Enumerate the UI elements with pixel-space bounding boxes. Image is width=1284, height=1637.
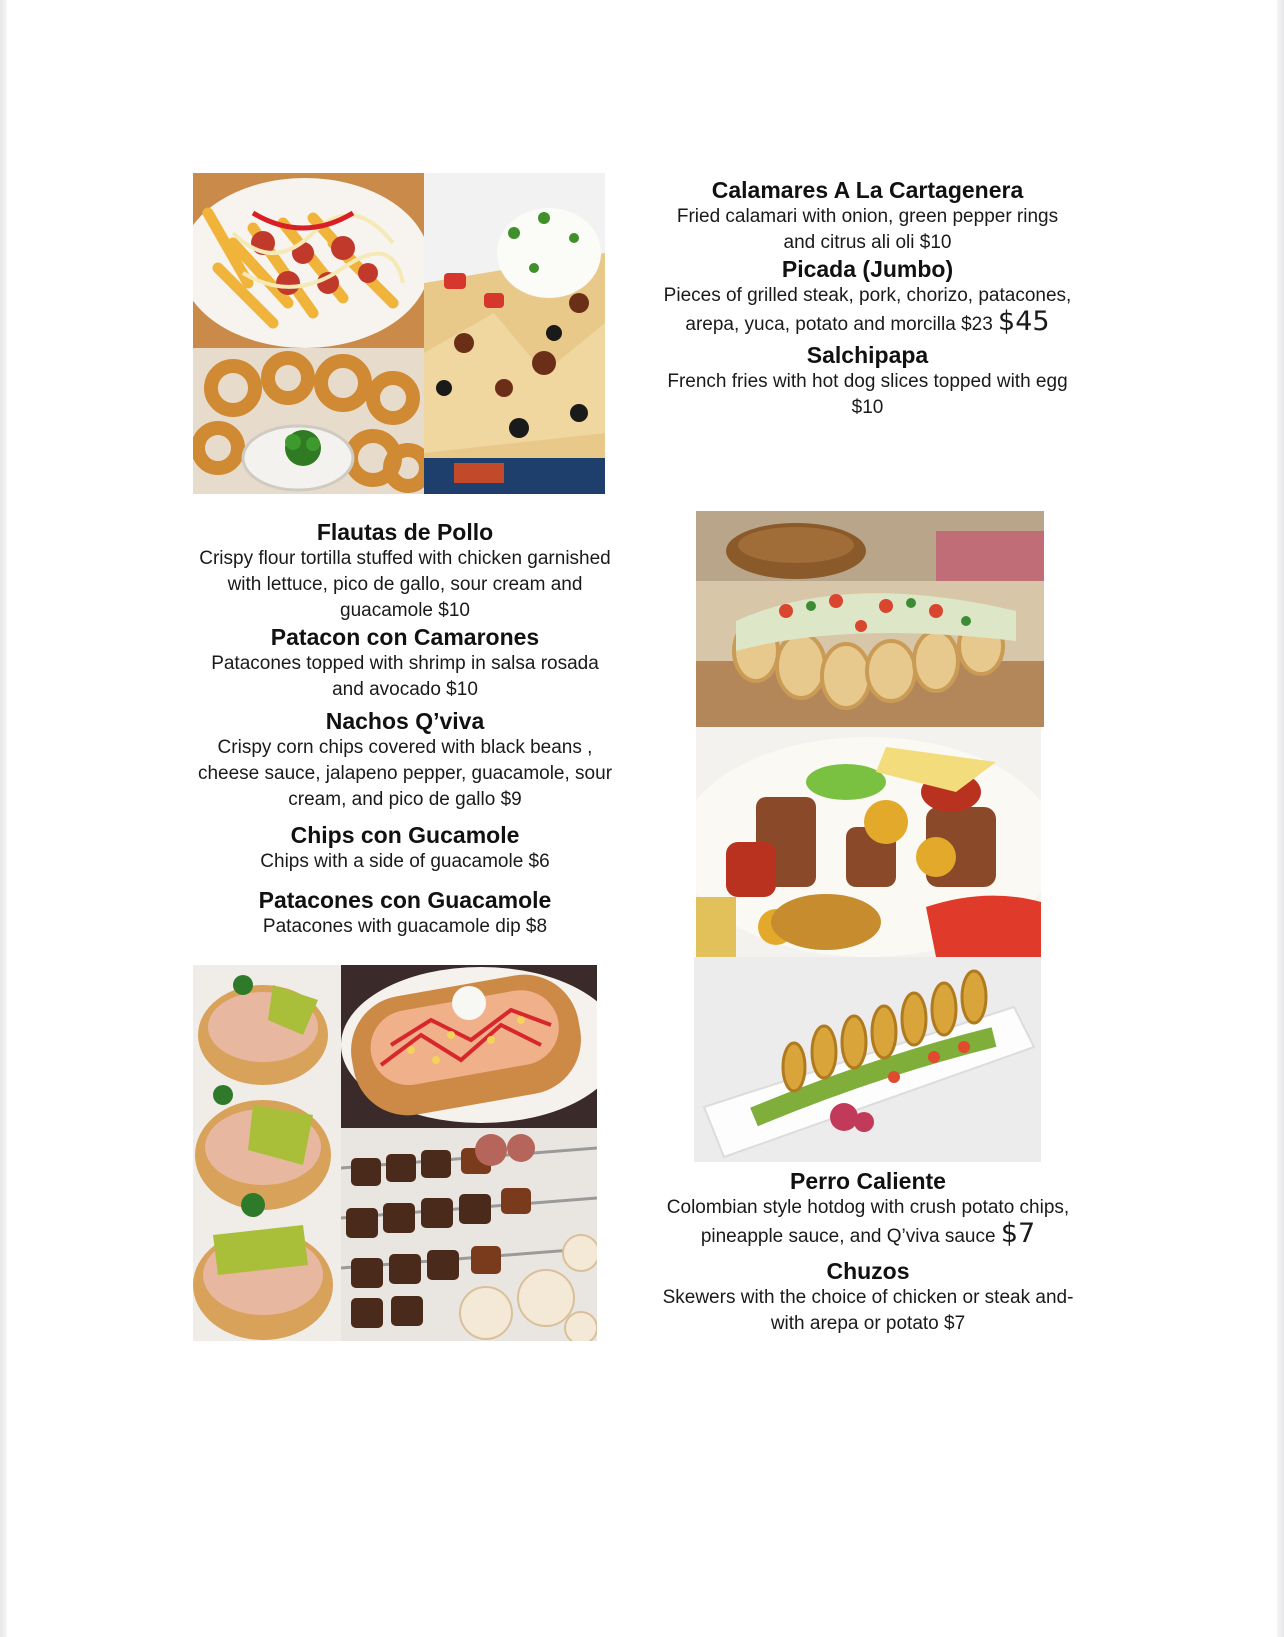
- item-title: Picada (Jumbo): [781, 256, 954, 282]
- menu-middle-left: [170, 519, 640, 940]
- item-title: Salchipapa: [806, 342, 929, 368]
- menu-top-right: [620, 177, 1115, 421]
- menu-item-patacon-camarones: [170, 624, 640, 703]
- menu-item-nachos: [170, 708, 640, 813]
- menu-item-perro-caliente: [618, 1168, 1118, 1250]
- item-desc-line: and citrus ali oli $10: [783, 232, 952, 253]
- item-title: Patacon con Camarones: [270, 624, 540, 650]
- menu-item-flautas: [170, 519, 640, 624]
- chuzos-photo: [341, 1128, 597, 1341]
- item-desc-line-text: pineapple sauce, and Q’viva sauce: [700, 1226, 996, 1247]
- calamari-rings-photo: [193, 348, 424, 494]
- item-desc-line: with lettuce, pico de gallo, sour cream and: [227, 574, 583, 595]
- item-desc-line: Fried calamari with onion, green pepper rings: [676, 206, 1059, 227]
- item-desc-line: Crispy corn chips covered with black beans ,: [217, 737, 593, 758]
- menu-item-chuzos: [618, 1258, 1118, 1337]
- item-desc-line: $10: [851, 397, 884, 418]
- item-title: Calamares A La Cartagenera: [711, 177, 1024, 203]
- menu-item-patacones-guacamole: [170, 887, 640, 940]
- item-desc-line: Crispy flour tortilla stuffed with chicken garnished: [199, 548, 611, 569]
- item-desc-line: [620, 306, 1115, 338]
- item-desc-line: Skewers with the choice of chicken or steak and-: [662, 1287, 1074, 1308]
- item-title: Chips con Gucamole: [290, 822, 520, 848]
- nachos-photo: [424, 173, 605, 494]
- item-desc-line: Colombian style hotdog with crush potato chips,: [666, 1197, 1070, 1218]
- menu-item-salchipapa: [620, 342, 1115, 421]
- item-desc-line: Chips with a side of guacamole $6: [260, 851, 550, 872]
- perro-caliente-photo: [341, 965, 597, 1128]
- item-desc-line: cream, and pico de gallo $9: [288, 789, 522, 810]
- handwritten-price: $7: [1000, 1218, 1036, 1249]
- item-desc-line: with arepa or potato $7: [770, 1313, 966, 1334]
- item-title: Flautas de Pollo: [316, 519, 494, 545]
- item-title: Perro Caliente: [790, 1168, 946, 1194]
- picada-photo: [696, 727, 1041, 957]
- page-edge-right: [1277, 0, 1284, 1637]
- patacon-camarones-photo: [193, 965, 341, 1341]
- item-desc-line: guacamole $10: [340, 600, 470, 621]
- item-desc-line-text: arepa, yuca, potato and morcilla $23: [685, 314, 993, 335]
- item-desc-line: Pieces of grilled steak, pork, chorizo, patacones,: [663, 285, 1072, 306]
- item-title: Nachos Q’viva: [325, 708, 485, 734]
- menu-item-calamares: [620, 177, 1115, 256]
- item-desc-line: and avocado $10: [332, 679, 478, 700]
- item-title: Chuzos: [826, 1258, 910, 1284]
- salchipapa-photo: [193, 173, 424, 348]
- item-desc-line: [618, 1218, 1118, 1250]
- flautas-photo: [696, 511, 1044, 727]
- menu-item-chips: [170, 822, 640, 875]
- item-desc-line: Patacones topped with shrimp in salsa rosada: [211, 653, 599, 674]
- item-desc-line: Patacones with guacamole dip $8: [262, 916, 548, 937]
- item-desc-line: French fries with hot dog slices topped with egg: [667, 371, 1068, 392]
- handwritten-price: $45: [998, 306, 1050, 337]
- item-title: Patacones con Guacamole: [258, 887, 552, 913]
- menu-item-picada: [620, 256, 1115, 338]
- patacones-guacamole-photo: [694, 957, 1041, 1162]
- item-desc-line: cheese sauce, jalapeno pepper, guacamole, sour: [197, 763, 613, 784]
- page-edge-left: [0, 0, 7, 1637]
- menu-bottom-right: [618, 1168, 1118, 1337]
